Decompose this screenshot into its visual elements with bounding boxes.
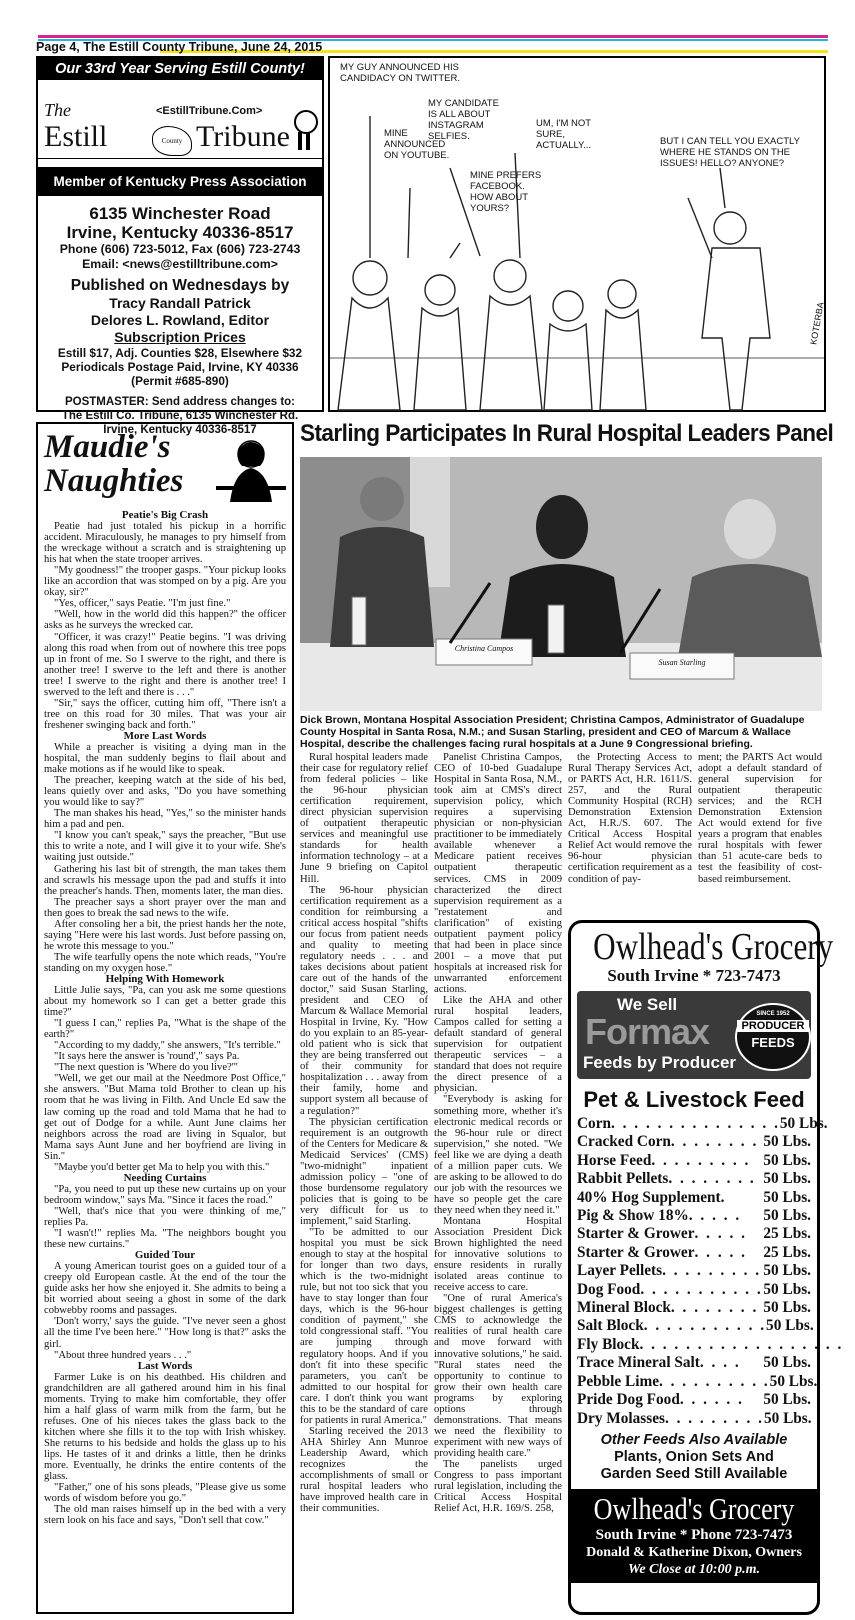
email-link[interactable]: Email: <news@estilltribune.com> <box>82 257 278 271</box>
permit-line: (Permit #685-890) <box>131 374 229 388</box>
article-column-1 <box>300 752 428 1614</box>
seal-since: SINCE 1952 <box>756 1011 790 1017</box>
article-paragraph: "One of rural America's biggest challenges is getting CMS to acknowledge the realities of rural health care and move forward with innovative solutions," he said. "Rural states need the opportunity to continue to grow their own health care programs by exploring options through demonstrations. That means we need the flexibility to experiment with new ways of providing health care." <box>434 1293 562 1459</box>
press-association-banner: Member of Kentucky Press Association <box>38 167 322 196</box>
feed-item: Salt Block . . . . . . . . . . . 50 Lbs. <box>577 1317 814 1335</box>
joke-paragraph: Farmer Luke is on his deathbed. His children and grandchildren are all gathered around him in his final moments. Trying to make him comfortable, they offer him a half glass of warm milk from the farm, but he refuses. One of his nieces takes the glass back to the kitchen where she fills it to the top with Irish whiskey. She returns to his bedside and holds the glass up to his lips. He tastes of it and drinks a little, then he drinks more. Eventually, he drinks the entire contents of the glass. <box>44 1371 286 1483</box>
logo-tribune: Tribune <box>196 120 290 153</box>
maudie-title-line-1: Maudie's <box>44 429 171 465</box>
periodicals-line: Periodicals Postage Paid, Irvine, KY 40336 <box>61 360 299 374</box>
feed-item: Starter & Grower . . . . . 25 Lbs. <box>577 1225 811 1243</box>
speech-bubble-not-sure: UM, I'M NOT SURE, ACTUALLY... <box>536 118 592 151</box>
postmaster-line-2: The Estill Co. Tribune, 6135 Winchester Rd. <box>61 410 299 422</box>
feed-item: Mineral Block . . . . . . . . 50 Lbs. <box>577 1299 811 1317</box>
joke-heading: Needing Curtains <box>123 1171 207 1184</box>
joke-paragraph: "Maybe you'd better get Ma to help you with this." <box>54 1161 270 1173</box>
article-paragraph: ment; the PARTS Act would adopt a default standard of general supervision for outpatient therapeutic services; and the RCH Demonstration Extension Act would extend for five years a program that enables rural hospitals with fewer than 51 acute-care beds to test the feasibility of cost-based reimbursement. <box>698 752 822 885</box>
feed-item: Dry Molasses . . . . . . . . . 50 Lbs. <box>577 1409 812 1427</box>
article-paragraph: Montana Hospital Association President Dick Brown highlighted the need for innovative solutions to ensure residents in rurally isolated areas continue to receive access to care. <box>434 1215 562 1294</box>
publisher-line-1: Published on Wednesdays by <box>70 277 290 294</box>
joke-paragraph: "My goodness!" the trooper gasps. "Your pickup looks like an accordion that was stomped on by a pig. Are you okay, sir?" <box>44 565 286 599</box>
masthead-box <box>36 56 324 436</box>
joke-heading: Helping With Homework <box>105 972 225 985</box>
nameplate-starling: Susan Starling <box>658 658 706 667</box>
photo-caption: Dick Brown, Montana Hospital Association President; Christina Campos, Administrator of Guadalupe County Hospital in Santa Rosa, N.M.; and Susan Starling, president and CEO of Marcum & Wallace Hospital, describe the challenges facing rural hospitals at a June 9 Congressional briefing. <box>300 714 805 750</box>
formax-logo: Formax <box>585 1011 710 1052</box>
joke-paragraph: "Yes, officer," says Peatie. "I'm just fine." <box>54 598 231 610</box>
panel-photo <box>300 457 822 711</box>
joke-paragraph: The preacher, keeping watch at the side of his bed, leans quietly over and asks, "Do you have something you would like to say?" <box>44 775 286 809</box>
feed-item: Pig & Show 18% . . . . . 50 Lbs. <box>577 1207 811 1225</box>
logo-the: The <box>44 100 71 120</box>
logo-website[interactable]: <EstillTribune.Com> <box>156 105 263 117</box>
postmaster-line-3: Irvine, Kentucky 40336-8517 <box>103 424 257 436</box>
formax-banner <box>577 991 811 1079</box>
plants-line: Plants, Onion Sets And <box>614 1448 774 1465</box>
article-paragraph: The panelists urged Congress to pass important rural legislation, including the Critical Access Hospital Relief Act, H.R. 169/S. 258, <box>434 1459 562 1515</box>
article-paragraph: Rural hospital leaders made their case for regulatory relief from federal policies – like the 96-hour physician certification requirement, direct physician supervision of outpatient therapeutic services and meaningful use standards for health information technology – at a June 9 briefing on Capitol Hill. <box>300 752 428 885</box>
joke-paragraph: Gathering his last bit of strength, the man takes them and scrawls his message upon the pad and stuffs it into the preacher's hands. Then, moments later, the man dies. <box>44 863 286 897</box>
speech-bubble-youtube: MINE ANNOUNCED ON YOUTUBE. <box>384 128 450 161</box>
joke-paragraph: "About three hundred years . . ." <box>54 1349 192 1361</box>
joke-paragraph: The old man raises himself up in the bed with a very stern look on his face and says, "Don't sell that cow." <box>44 1504 286 1527</box>
top-color-bar-pink <box>38 35 828 38</box>
seal-feeds: FEEDS <box>751 1035 795 1050</box>
article-paragraph: "Everybody is asking for something more, whether it's electronic medical records or the 96-hour rule or direct supervision," she noted. "We feel like we are dying a death of a million paper cuts. We are asking to be allowed to do our job with the resources we have so people get the care they need when they need it." <box>434 1094 562 1216</box>
feed-item: Corn . . . . . . . . . . . . . . . 50 Lbs. <box>577 1115 828 1132</box>
garden-seed-line: Garden Seed Still Available <box>600 1465 788 1482</box>
publisher-line-2: Tracy Randall Patrick <box>109 295 251 311</box>
article-paragraph: "To be admitted to our hospital you must be sick enough to stay at the hospital for longer than two days, which is the two-midnight rule, but not too sick that you have to stay longer than four days, which is the 96-hour condition of payment," she told congressional staff. "You are jumping through regulatory hoops. And if you don't fit into these specific parameters, you can't be admitted to our hospital for care. I don't think you want this to be the standard of care for patients in rural America." <box>300 1227 428 1426</box>
kentucky-county-icon: County <box>152 126 192 156</box>
joke-paragraph: "Pa, you need to put up these new curtains up on your bedroom window," says Ma. "Since it faces the road." <box>44 1183 286 1206</box>
joke-paragraph: While a preacher is visiting a dying man in the hospital, the man suddenly begins to flail about and make motions as if he would like to speak. <box>44 741 286 776</box>
cartoonist-signature: KOTERBA <box>808 301 826 346</box>
joke-paragraph: After consoling her a bit, the priest hands her the note, saying "Here were his last words. Just before passing on, he wrote this message to you." <box>44 918 286 952</box>
maudies-naughties-column <box>36 422 294 1614</box>
joke-paragraph: "The next question is 'Where do you live?'" <box>54 1062 238 1074</box>
masthead-tagline: Our 33rd Year Serving Estill County! <box>38 58 322 80</box>
feed-item: Horse Feed . . . . . . . . . 50 Lbs. <box>577 1151 811 1169</box>
panel-photo-drawing <box>300 457 822 711</box>
joke-paragraph: The preacher says a short prayer over the man and then goes to break the sad news to the wife. <box>44 896 286 919</box>
joke-paragraph: "Sir," says the officer, cutting him off, "There isn't a tree on this road for 30 miles. That was your air freshener swinging back and forth." <box>44 697 286 731</box>
ad-store-phone: South Irvine * 723-7473 <box>607 966 781 985</box>
maudie-text <box>44 510 286 1526</box>
article-headline: Starling Participates In Rural Hospital Leaders Panel <box>300 420 834 447</box>
footer-phone: South Irvine * Phone 723-7473 <box>595 1526 793 1543</box>
maudie-title-line-2: Naughties <box>44 463 184 499</box>
footer-owners: Donald & Katherine Dixon, Owners <box>586 1544 802 1560</box>
article-paragraph: The 96-hour physician certification requirement as a condition for reimbursing a critical access hospital "shifts our focus from patient needs and quality to meeting regulatory needs . . . and takes decisions about patient care out of the hands of the doctor," said Susan Starling, president and CEO of Marcum & Wallace Memorial Hospital in Irvine, Ky. "How do you explain to an 85-year-old patient who is sick that they are being transferred out of their community for hospitalization . . . away from their family, home and support system all because of a regulation?" <box>300 884 428 1117</box>
article-column-2 <box>434 752 562 1614</box>
feed-item: Pride Dog Food . . . . . . 50 Lbs. <box>577 1391 811 1409</box>
article-paragraph: Starling received the 2013 AHA Shirley Ann Munroe Leadership Award, which recognizes the accomplishments of small or rural hospital leaders who have improved health care in their communities. <box>300 1425 428 1515</box>
feed-item: Rabbit Pellets . . . . . . . . 50 Lbs. <box>577 1170 811 1188</box>
maudie-portrait-icon <box>216 434 286 504</box>
feed-item: Layer Pellets . . . . . . . . . 50 Lbs. <box>577 1262 811 1280</box>
address-line-2: Irvine, Kentucky 40336-8517 <box>66 223 294 242</box>
feed-item: Dog Food . . . . . . . . . . . 50 Lbs. <box>577 1280 811 1298</box>
cartoon-drawing <box>330 58 824 410</box>
feed-item: Starter & Grower . . . . . 25 Lbs. <box>577 1243 811 1261</box>
nameplate-campos: Christina Campos <box>454 644 514 653</box>
ad-store-name: Owlhead's Grocery <box>593 926 834 968</box>
article-paragraph: Panelist Christina Campos, CEO of 10-bed Guadalupe Hospital in Santa Rosa, N.M., took aim at CMS's direct supervision policy, which requires a supervising physician or non-physician practitioner to be immediately available whenever a Medicare patient receives outpatient therapeutic services. CMS in 2009 characterized the direct supervision requirement as a "restatement and clarification" of existing outpatient payment policy that had been in place since 2001 – a move that put hospitals at increased risk for unwarranted enforcement actions. <box>434 752 562 995</box>
speech-bubble-twitter: MY GUY ANNOUNCED HIS CANDIDACY ON TWITTER. <box>340 62 460 84</box>
owlheads-grocery-ad <box>568 920 844 1615</box>
footer-hours: We Close at 10:00 p.m. <box>628 1561 760 1577</box>
feeds-by-producer: Feeds by Producer <box>583 1053 737 1072</box>
logo-estill: Estill <box>44 120 108 153</box>
joke-paragraph: Little Julie says, "Pa, can you ask me some questions about my homework so I can get a better grade this time?" <box>44 985 286 1019</box>
article-paragraph: The physician certification requirement is an outgrowth of the Centers for Medicare & Medicaid Services' (CMS) "two-midnight" inpatient admission policy – "one of those burdensome regulatory policies that is going to be very difficult for us to implement," said Starling. <box>300 1116 428 1227</box>
article-paragraph: the Protecting Access to Rural Therapy Services Act, or PARTS Act, H.R. 1611/S. 257, and the Rural Community Hospital (RCH) Demonstration Extension Act, H.R./S. 607. The Critical Access Hospital Relief Act would remove the 96-hour physician certification requirement as a condition of pay- <box>568 752 692 885</box>
speech-bubble-issues: BUT I CAN TELL YOU EXACTLY WHERE HE STANDS ON THE ISSUES! HELLO? ANYONE? <box>660 136 800 169</box>
joke-paragraph: Peatie had just totaled his pickup in a horrific accident. Miraculously, he manages to pry himself from the wreckage without a scratch and is straightening up his hat when the state trooper arrives. <box>44 521 286 566</box>
joke-paragraph: 'Don't worry,' says the guide. "I've never seen a ghost all the time I've been here." "How long is that?" asks the girl. <box>44 1316 286 1350</box>
joke-paragraph: The man shakes his head, "Yes," so the minister hands him a pad and pen. <box>44 808 286 831</box>
joke-paragraph: The wife tearfully opens the note which reads, "You're standing on my oxygen hose." <box>44 951 286 974</box>
article-column-4 <box>698 752 822 914</box>
speech-bubble-facebook: MINE PREFERS FACEBOOK. HOW ABOUT YOURS? <box>470 170 542 214</box>
subscription-title: Subscription Prices <box>114 329 246 345</box>
masthead-logo <box>38 80 322 159</box>
postmaster-line-1: POSTMASTER: Send address changes to: <box>64 396 296 408</box>
subscription-prices: Estill $17, Adj. Counties $28, Elsewhere $32 <box>57 346 303 360</box>
joke-paragraph: "Well, how in the world did this happen?" the officer asks as he surveys the wrecked car. <box>44 609 286 632</box>
joke-paragraph: "It says here the answer is 'round'," says Pa. <box>54 1051 240 1063</box>
joke-heading: Peatie's Big Crash <box>121 509 209 521</box>
joke-paragraph: "Well, we get our mail at the Needmore Post Office," she answers. "But Mama told Brother to clean up his room that he was living in Filth. And Uncle Ed saw the law coming up the road and told Mama that he had to get out of Dodge for a while. Aunt June claims her neighbors across the road are living in Squalor, but Mama says Aunt June and her boyfriend are living in Sin." <box>44 1073 286 1162</box>
joke-paragraph: "Well, that's nice that you were thinking of me," replies Pa. <box>44 1205 286 1228</box>
article-column-3 <box>568 752 692 914</box>
pet-livestock-heading: Pet & Livestock Feed <box>583 1087 805 1112</box>
editorial-cartoon <box>328 56 826 412</box>
ad-footer-banner <box>571 1489 817 1583</box>
joke-paragraph: "Officer, it was crazy!" Peatie begins. "I was driving along this road when from out of nowhere this tree pops up in front of me. So I swerve to the right, and there is another tree! I swerve to the left and there is another tree! I swerve to the right and there is another tree! I swerved to the left and there is . . ." <box>44 631 286 698</box>
feed-item: Cracked Corn . . . . . . . . 50 Lbs. <box>577 1133 811 1151</box>
joke-heading: Last Words <box>137 1359 193 1372</box>
seal-producer: PRODUCER <box>737 1020 809 1032</box>
address-line-1: 6135 Winchester Road <box>89 204 271 223</box>
feed-price-list <box>571 1115 844 1428</box>
joke-heading: More Last Words <box>123 729 207 742</box>
joke-paragraph: "According to my daddy," she answers, "It's terrible." <box>54 1040 281 1052</box>
joke-paragraph: "I know you can't speak," says the preacher, "But use this to write a note, and I will give it to your wife. She's waiting just outside." <box>44 830 286 864</box>
page-folio: Page 4, The Estill County Tribune, June 24, 2015 <box>36 40 323 54</box>
joke-paragraph: A young American tourist goes on a guided tour of a creepy old European castle. At the end of the tour the guide asks her how she enjoyed it. She admits to being a bit worried about seeing a ghost in some of the dark cobwebby rooms and passages. <box>44 1261 286 1317</box>
producer-feeds-seal <box>735 1003 811 1071</box>
feed-item: Trace Mineral Salt . . . . 50 Lbs. <box>577 1354 811 1372</box>
feed-item: Fly Block . . . . . . . . . . . . . . . . . . <box>577 1335 844 1353</box>
maudie-title <box>44 430 286 510</box>
joke-paragraph: "I guess I can," replies Pa, "What is the shape of the earth?" <box>44 1018 286 1041</box>
feed-item: 40% Hog Supplement . 50 Lbs. <box>577 1188 811 1206</box>
award-ribbon-icon <box>294 110 318 134</box>
editor-line: Delores L. Rowland, Editor <box>90 312 270 328</box>
footer-store-name: Owlhead's Grocery <box>593 1490 795 1526</box>
joke-heading: Guided Tour <box>134 1249 196 1262</box>
phone-fax: Phone (606) 723-5012, Fax (606) 723-2743 <box>59 242 301 256</box>
other-feeds: Other Feeds Also Available <box>600 1431 788 1448</box>
speech-bubble-instagram: MY CANDIDATE IS ALL ABOUT INSTAGRAM SELFIES. <box>428 98 499 142</box>
joke-paragraph: "I wasn't!" replies Ma. "The neighbors bought you these new curtains." <box>44 1228 286 1251</box>
we-sell-label: We Sell <box>617 995 678 1014</box>
article-paragraph: Like the AHA and other rural hospital leaders, Campos called for setting a default standard of general supervision for outpatient therapeutic services – a standard that does not require the direct presence of a physician. <box>434 995 562 1095</box>
feed-item: Pebble Lime . . . . . . . . . . 50 Lbs. <box>577 1372 818 1390</box>
award-ribbon-tails-icon <box>298 132 310 150</box>
joke-paragraph: "Father," one of his sons pleads, "Please give us some words of wisdom before you go." <box>44 1482 286 1505</box>
